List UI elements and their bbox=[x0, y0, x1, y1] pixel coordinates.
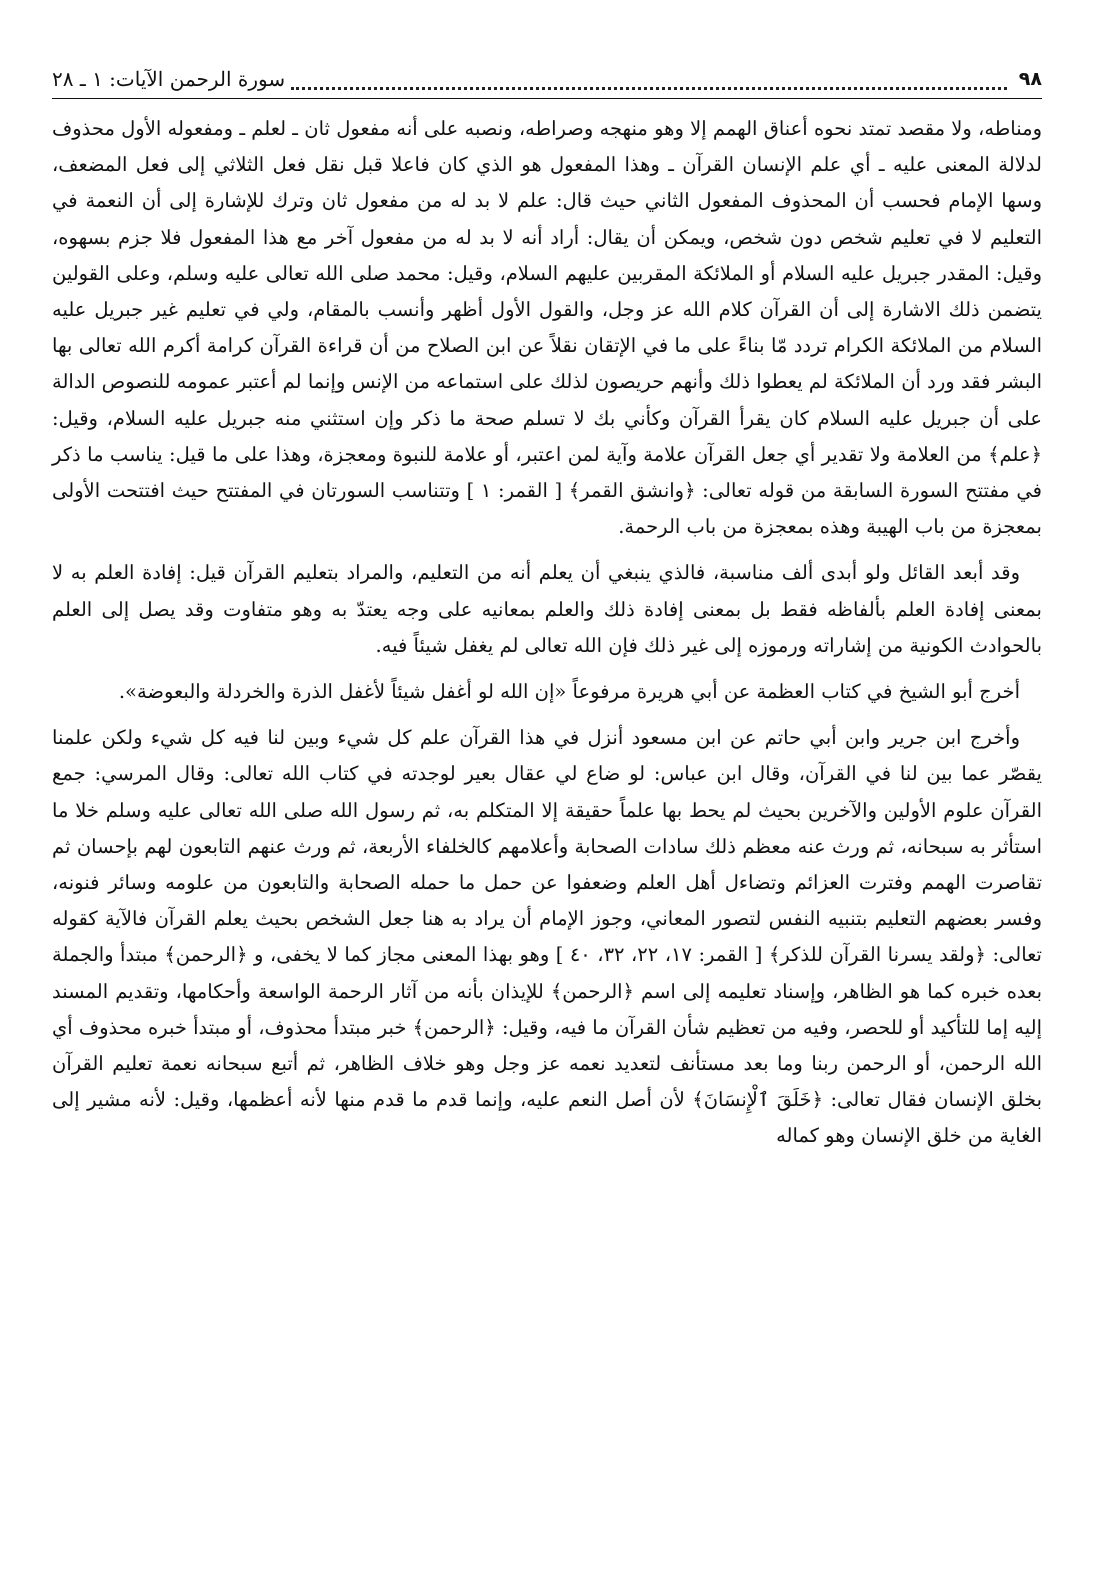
book-page bbox=[52, 62, 1042, 1572]
paragraph-4: وأخرج ابن جرير وابن أبي حاتم عن ابن مسعود أنزل في هذا القرآن علم كل شيء وبين لنا فيه كل شيء ولكن علمنا يقصّر عما بين لنا في القرآن، وقال ابن عباس: لو ضاع لي عقال بعير لوجدته في كتاب الله تعالى: وقال المرسي: جمع القرآن علوم الأولين والآخرين بحيث لم يحط بها علماً حقيقة إلا المتكلم به، ثم رسول الله صلى الله تعالى عليه وسلم خلا ما استأثر به سبحانه، ثم ورث عنه معظم ذلك سادات الصحابة وأعلامهم كالخلفاء الأربعة، ثم ورث عنهم التابعون لهم بإحسان ثم تقاصرت الهمم وفترت العزائم وتضاءل أهل العلم وضعفوا عن حمل ما حمله الصحابة والتابعون من علومه وسائر فنونه، وفسر بعضهم التعليم بتنبيه النفس لتصور المعاني، وجوز الإمام أن يراد به هنا جعل الشخص بحيث يعلم القرآن فالآية كقوله تعالى: ﴿ولقد يسرنا القرآن للذكر﴾ [ القمر: ١٧، ٢٢، ٣٢، ٤٠ ] وهو بهذا المعنى مجاز كما لا يخفى، و ﴿الرحمن﴾ مبتدأ والجملة بعده خبره كما هو الظاهر، وإسناد تعليمه إلى اسم ﴿الرحمن﴾ للإيذان بأنه من آثار الرحمة الواسعة وأحكامها، وتقديم المسند إليه إما للتأكيد أو للحصر، وفيه من تعظيم شأن القرآن ما فيه، وقيل: ﴿الرحمن﴾ خبر مبتدأ محذوف، أو مبتدأ خبره محذوف أي الله الرحمن، أو الرحمن ربنا وما بعد مستأنف لتعديد نعمه عز وجل وهو خلاف الظاهر، ثم أتبع سبحانه نعمة تعليم القرآن بخلق الإنسان فقال تعالى: ﴿خَلَقَ ٱلْإِنسَانَ﴾ لأن أصل النعم عليه، وإنما قدم ما قدم منها لأنه أعظمها، وقيل: لأنه مشير إلى الغاية من خلق الإنسان وهو كماله bbox=[52, 726, 1042, 1148]
paragraph-1: ومناطه، ولا مقصد تمتد نحوه أعناق الهمم إلا وهو منهجه وصراطه، ونصبه على أنه مفعول ثان ـ لعلم ـ ومفعوله الأول محذوف لدلالة المعنى عليه ـ أي علم الإنسان القرآن ـ وهذا المفعول هو الذي كان فاعلا قبل نقل فعل الثلاثي إلى فعل المضعف، وسها الإمام فحسب أن المحذوف المفعول الثاني حيث قال: علم لا بد له من مفعول ثان وترك للإشارة إلى أن النعمة في التعليم لا في تعليم شخص دون شخص، ويمكن أن يقال: أراد أنه لا بد له من مفعول آخر مع هذا المفعول فلا جزم بسهوه، وقيل: المقدر جبريل عليه السلام أو الملائكة المقربين عليهم السلام، وقيل: محمد صلى الله تعالى عليه وسلم، وعلى القولين يتضمن ذلك الاشارة إلى أن القرآن كلام الله عز وجل، والقول الأول أظهر وأنسب بالمقام، ولي في تعليم غير جبريل عليه السلام من الملائكة الكرام تردد مّا بناءً على ما في الإتقان نقلاً عن ابن الصلاح من أن قراءة القرآن كرامة أكرم الله تعالى بها البشر فقد ورد أن الملائكة لم يعطوا ذلك وأنهم حريصون لذلك على استماعه من الإنس وإنما لم أعتبر عمومه للنصوص الدالة على أن جبريل عليه السلام كان يقرأ القرآن وكأني بك لا تسلم صحة ما ذكر وإن استثني منه جبريل عليه السلام، وقيل: ﴿علم﴾ من العلامة ولا تقدير أي جعل القرآن علامة وآية لمن اعتبر، أو علامة للنبوة ومعجزة، وهذا على ما قيل: يناسب ما ذكر في مفتتح السورة السابقة من قوله تعالى: ﴿وانشق القمر﴾ [ القمر: ١ ] وتتناسب السورتان في المفتتح حيث افتتحت الأولى بمعجزة من باب الهيبة وهذه بمعجزة من باب الرحمة. bbox=[52, 117, 1042, 539]
paragraph-2: وقد أبعد القائل ولو أبدى ألف مناسبة، فالذي ينبغي أن يعلم أنه من التعليم، والمراد بتعليم القرآن قيل: إفادة العلم به لا بمعنى إفادة العلم بألفاظه فقط بل بمعنى إفادة ذلك والعلم بمعانيه على وجه يعتدّ به وهو متفاوت وقد يصل إلى العلم بالحوادث الكونية من إشاراته ورموزه إلى غير ذلك فإن الله تعالى لم يغفل شيئاً فيه. bbox=[52, 561, 1042, 657]
dotted-leader bbox=[291, 87, 1007, 90]
running-header bbox=[52, 62, 1042, 96]
header-rule bbox=[52, 98, 1042, 99]
page-number: ٩٨ bbox=[1018, 68, 1042, 90]
page-body bbox=[52, 111, 1042, 1155]
paragraph-3: أخرج أبو الشيخ في كتاب العظمة عن أبي هريرة مرفوعاً «إن الله لو أغفل شيئاً لأغفل الذرة والخردلة والبعوضة». bbox=[118, 680, 1020, 704]
running-title: سورة الرحمن الآيات: ١ ـ ٢٨ bbox=[52, 67, 286, 91]
